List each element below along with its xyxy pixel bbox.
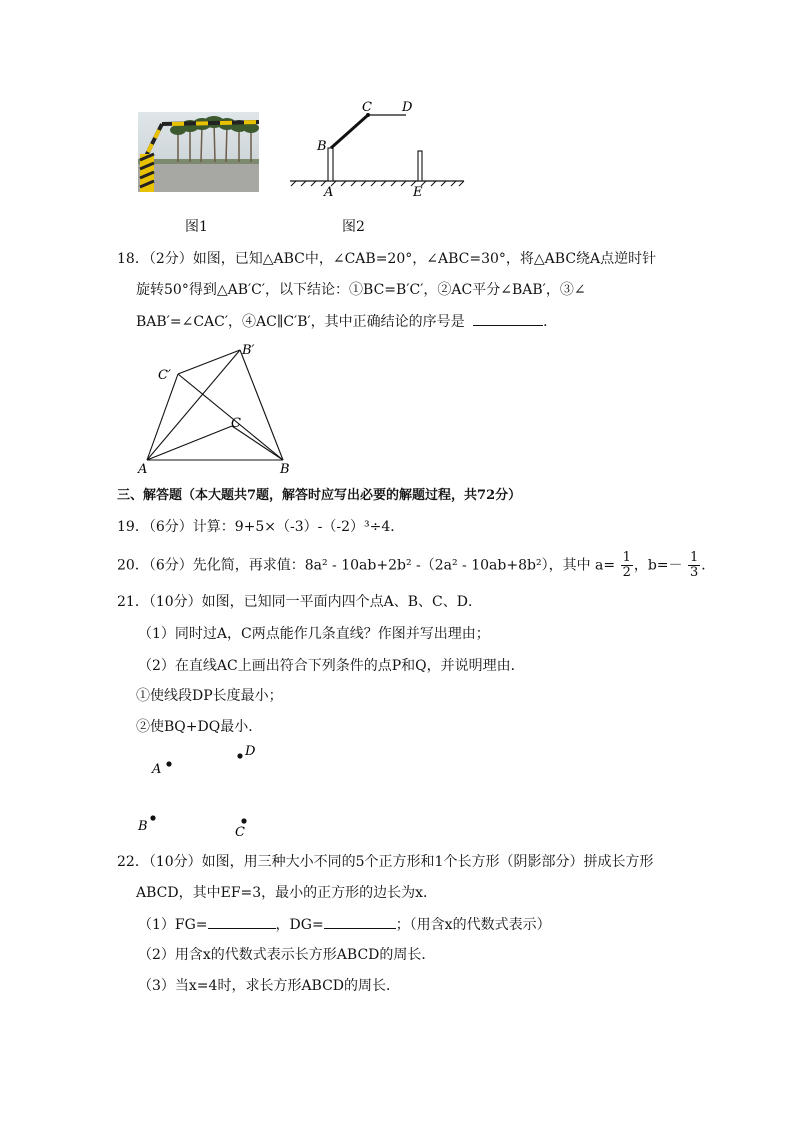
q20-fraction-b-numerator: 1 bbox=[690, 550, 699, 565]
q18-line-3-text: BAB′=∠CAC′，④AC∥C′B′，其中正确结论的序号是 bbox=[136, 314, 465, 330]
label-e: E bbox=[413, 185, 423, 200]
label-d: D bbox=[245, 744, 256, 759]
ground-hatching bbox=[291, 181, 464, 186]
q22-part-2: （2）用含x的代数式表示长方形ABCD的周长． bbox=[138, 947, 436, 963]
segment-cb bbox=[232, 426, 283, 460]
dg-answer-blank[interactable] bbox=[324, 914, 396, 929]
q22-part-1-note: ；（用含x的代数式表示） bbox=[395, 917, 551, 933]
segment-ac bbox=[147, 426, 232, 460]
q20-fraction-a-numerator: 1 bbox=[622, 550, 631, 565]
q22-line-2: ABCD，其中EF=3，最小的正方形的边长为x． bbox=[136, 885, 438, 901]
fg-answer-blank[interactable] bbox=[208, 914, 276, 929]
figure-2-diagram bbox=[286, 98, 470, 202]
post-e bbox=[418, 151, 422, 181]
barrier-gate-photo bbox=[138, 112, 259, 192]
q22-part-1-fg: （1）FG= bbox=[138, 917, 208, 933]
q18-answer-blank[interactable] bbox=[473, 311, 543, 326]
label-b: B bbox=[138, 819, 148, 834]
segment-c-prime-b-prime bbox=[178, 350, 240, 374]
label-a: A bbox=[324, 185, 334, 200]
q20-fraction-a bbox=[621, 551, 633, 580]
q19-text: 19．（6分）计算：9+5×（-3）-（-2）³÷4． bbox=[117, 519, 405, 535]
q18-line-3-end: ． bbox=[543, 314, 558, 330]
q20-b-lhs: ，b=－ bbox=[633, 557, 683, 574]
q20-fraction-b bbox=[688, 551, 700, 580]
point-a bbox=[166, 761, 171, 766]
arm-bc bbox=[331, 115, 368, 148]
label-c: C bbox=[362, 100, 372, 115]
q21-part-2: （2）在直线AC上画出符合下列条件的点P和Q，并说明理由． bbox=[138, 658, 525, 674]
segment-ab-prime bbox=[147, 350, 240, 460]
figure-1-photo bbox=[138, 112, 259, 192]
q21-item-1: ①使线段DP长度最小； bbox=[136, 688, 283, 704]
label-b: B bbox=[317, 139, 327, 154]
q20-fraction-b-denominator: 3 bbox=[690, 565, 699, 580]
q22-part-3: （3）当x=4时，求长方形ABCD的周长． bbox=[138, 978, 401, 994]
figure-2-caption: 图2 bbox=[342, 219, 365, 235]
q20-line bbox=[117, 551, 715, 580]
section-3-title: 三、解答题（本大题共7题，解答时应写出必要的解题过程，共72分） bbox=[117, 488, 522, 503]
q21-item-2: ②使BQ+DQ最小． bbox=[136, 719, 263, 735]
q21-points-diagram bbox=[130, 738, 270, 842]
segment-ac-prime bbox=[147, 374, 178, 460]
point-d bbox=[237, 753, 242, 758]
q18-line-1: 18．（2分）如图，已知△ABC中，∠CAB=20°，∠ABC=30°，将△ABC绕A点逆时针 bbox=[117, 251, 657, 267]
segment-b-prime-b bbox=[240, 350, 283, 460]
label-b-prime: B′ bbox=[242, 343, 255, 358]
q22-part-1 bbox=[138, 914, 551, 935]
q20-prefix: 20．（6分）先化简，再求值：8a² - 10ab+2b² -（2a² - 10ab+8b²），其中 bbox=[117, 557, 591, 574]
q21-line-1: 21．（10分）如图，已知同一平面内四个点A、B、C、D． bbox=[117, 594, 482, 610]
q21-part-1: （1）同时过A，C两点能作几条直线？作图并写出理由； bbox=[138, 626, 490, 642]
q18-line-3 bbox=[136, 311, 557, 332]
q18-diagram bbox=[132, 338, 302, 478]
label-d: D bbox=[402, 100, 413, 115]
label-a: A bbox=[152, 762, 162, 777]
q22-part-1-dg: ，DG= bbox=[275, 917, 324, 933]
figure-1-caption: 图1 bbox=[185, 219, 208, 235]
post-ab bbox=[328, 148, 333, 181]
label-a: A bbox=[138, 462, 148, 477]
q22-line-1: 22．（10分）如图，用三种大小不同的5个正方形和1个长方形（阴影部分）拼成长方形 bbox=[117, 854, 654, 870]
q20-fraction-a-denominator: 2 bbox=[622, 565, 631, 580]
label-c: C bbox=[231, 416, 241, 431]
q20-end: ． bbox=[701, 557, 716, 574]
label-b: B bbox=[280, 462, 290, 477]
q20-a-lhs: a= bbox=[595, 557, 616, 574]
q18-line-2: 旋转50°得到△AB′C′，以下结论：①BC=B′C′，②AC平分∠BAB′，③∠ bbox=[136, 282, 586, 298]
label-c-prime: C′ bbox=[158, 368, 171, 383]
point-b bbox=[150, 815, 155, 820]
point-c bbox=[241, 818, 246, 823]
label-c: C bbox=[235, 825, 245, 840]
